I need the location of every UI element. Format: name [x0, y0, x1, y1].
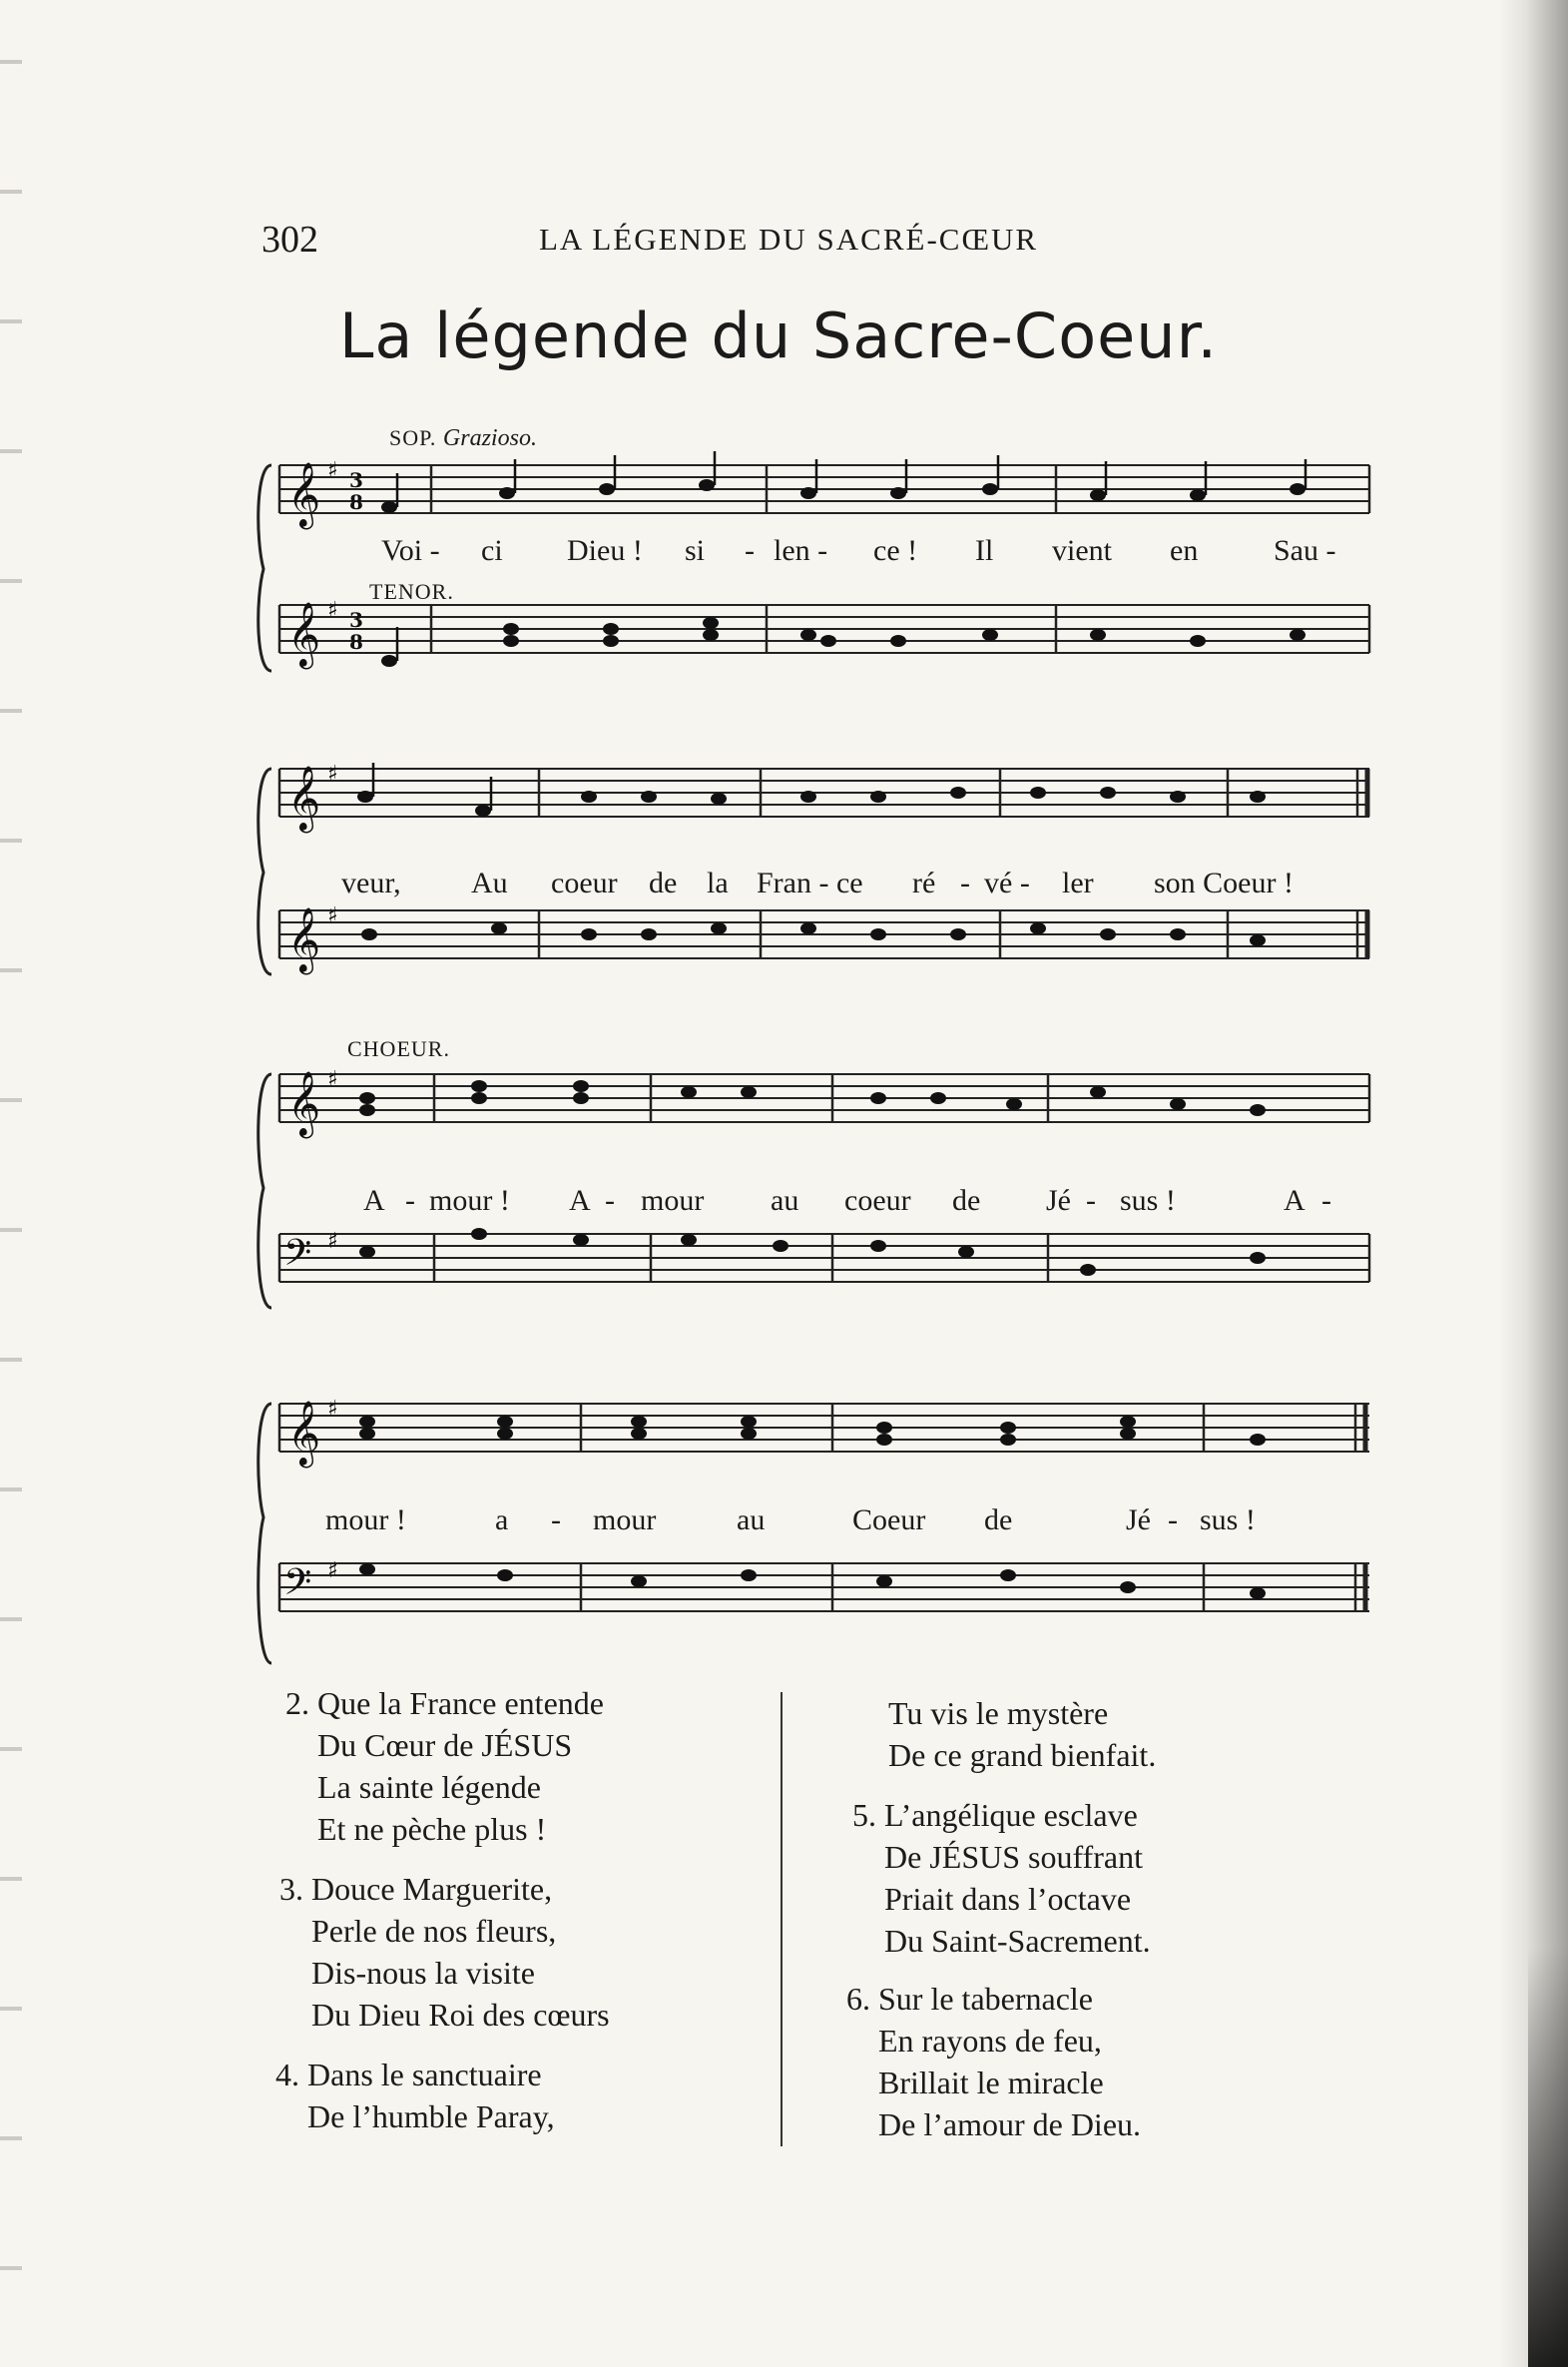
- verse-line: Sur le tabernacle: [878, 1981, 1093, 2017]
- lyric-syllable: Au: [471, 867, 508, 899]
- svg-text:♯: ♯: [327, 457, 338, 483]
- lyric-syllable: A: [569, 1184, 591, 1217]
- lyric-syllable: coeur: [844, 1184, 911, 1217]
- lower-staff: [279, 597, 1369, 669]
- verse-line: Dis-nous la visite: [311, 1955, 535, 1991]
- lyric-syllable: -: [551, 1503, 561, 1536]
- lyric-syllable: -: [405, 1184, 415, 1217]
- verse-text: L’angélique esclave: [884, 1797, 1138, 1833]
- svg-text:𝄞: 𝄞: [287, 766, 321, 831]
- svg-text:𝄞: 𝄞: [287, 1071, 321, 1136]
- verse-line: Du Dieu Roi des cœurs: [311, 1997, 610, 2033]
- svg-text:3: 3: [349, 608, 363, 632]
- lyric-syllable: -: [960, 867, 970, 899]
- lyric-syllable: vient: [1052, 534, 1112, 567]
- lower-staff: [279, 1228, 1369, 1283]
- upper-staff: [279, 1066, 1369, 1138]
- page-number: 302: [261, 219, 318, 261]
- upper-staff: [279, 761, 1369, 833]
- lyric-syllable: mour !: [325, 1503, 406, 1536]
- lyric-syllable: de: [952, 1184, 981, 1217]
- lyric-syllable: a: [495, 1503, 509, 1536]
- stanza-number: 6.: [846, 1981, 870, 2017]
- stanza-2: [285, 1682, 604, 1850]
- stanza-6: [846, 1978, 1142, 2145]
- upper-staff: [279, 1396, 1369, 1468]
- stanza-4-continued: [888, 1692, 1156, 1776]
- verse-line: Douce Marguerite,: [311, 1871, 553, 1907]
- lyric-syllable: len -: [774, 534, 828, 567]
- lyric-syllable: coeur: [551, 867, 618, 899]
- lyric-syllable: vé -: [984, 867, 1030, 899]
- verse-line: Que la France entende: [317, 1685, 604, 1721]
- svg-text:𝄞: 𝄞: [287, 907, 321, 972]
- svg-text:𝄢: 𝄢: [283, 1232, 312, 1283]
- svg-text:𝄞: 𝄞: [287, 1401, 321, 1466]
- svg-text:♯: ♯: [327, 902, 338, 928]
- lyric-syllable: de: [649, 867, 678, 899]
- verse-line: Dans le sanctuaire: [307, 2057, 542, 2092]
- lyric-syllable: -: [605, 1184, 615, 1217]
- svg-text:𝄞: 𝄞: [287, 462, 321, 527]
- verse-line: De ce grand bienfait.: [888, 1737, 1157, 1773]
- verse-line: Tu vis le mystère: [888, 1695, 1109, 1731]
- lyric-syllable: A: [363, 1184, 385, 1217]
- stanza-number: 3.: [279, 1871, 303, 1907]
- verse-line: Du Cœur de JÉSUS: [317, 1727, 573, 1763]
- running-head: [261, 218, 1090, 268]
- lyric-syllable: -: [1086, 1184, 1096, 1217]
- lyric-syllable: Fran - ce: [757, 867, 863, 899]
- verse-line: [884, 1794, 1151, 1836]
- svg-text:♯: ♯: [327, 1066, 338, 1092]
- verse-line: Brillait le miracle: [878, 2065, 1104, 2100]
- lyric-syllable: Jé: [1126, 1503, 1151, 1536]
- svg-text:♯: ♯: [327, 597, 338, 623]
- svg-text:8: 8: [349, 630, 363, 654]
- svg-text:♯: ♯: [327, 761, 338, 787]
- lyric-syllable: en: [1170, 534, 1199, 567]
- lyric-syllable: veur,: [341, 867, 401, 899]
- lyric-syllable: Sau -: [1274, 534, 1336, 567]
- lyric-syllable: mour: [593, 1503, 657, 1536]
- svg-text:3: 3: [349, 468, 363, 492]
- lyric-syllable: -: [745, 534, 755, 567]
- stanza-4: [275, 2054, 555, 2137]
- svg-text:♯: ♯: [327, 1228, 338, 1254]
- verse-line: Priait dans l’octave: [884, 1881, 1132, 1917]
- soprano-label: SOP. Grazioso.: [389, 425, 537, 451]
- lyric-syllable: -: [1321, 1184, 1331, 1217]
- page-edge-left: [0, 0, 22, 2367]
- stanza-number: 4.: [275, 2057, 299, 2092]
- lyric-syllable: la: [707, 867, 729, 899]
- verse-line: De JÉSUS souffrant: [884, 1839, 1143, 1875]
- verse-line: De l’humble Paray,: [307, 2098, 555, 2134]
- stanza-3: [279, 1868, 610, 2036]
- page-shadow: [1528, 1948, 1568, 2367]
- svg-text:𝄞: 𝄞: [287, 602, 321, 667]
- music-system-4: [250, 1368, 1372, 1667]
- song-title: La légende du Sacre-Coeur.: [338, 299, 1219, 372]
- lyric-syllable: Dieu !: [567, 534, 643, 567]
- verse-line: La sainte légende: [317, 1769, 541, 1805]
- verses: [250, 1682, 1248, 2151]
- svg-text:𝄢: 𝄢: [283, 1561, 312, 1612]
- lyric-syllable: si: [685, 534, 706, 567]
- running-title: LA LÉGENDE DU SACRÉ-CŒUR: [539, 222, 1039, 257]
- lyric-syllable: son Coeur !: [1154, 867, 1294, 899]
- verse-line: De l’amour de Dieu.: [878, 2106, 1142, 2142]
- lyric-syllable: Coeur: [852, 1503, 926, 1536]
- svg-text:♯: ♯: [327, 1557, 338, 1583]
- verse-line: Du Saint-Sacrement.: [884, 1923, 1151, 1959]
- lyric-syllable: A: [1284, 1184, 1306, 1217]
- column-divider: [781, 1692, 783, 2146]
- tenor-label: TENOR.: [369, 579, 454, 604]
- lyric-syllable: de: [984, 1503, 1013, 1536]
- music-system-1: [250, 425, 1372, 709]
- verse-line: Perle de nos fleurs,: [311, 1913, 557, 1949]
- lyrics-line-3: [250, 1184, 1372, 1228]
- svg-text:8: 8: [349, 490, 363, 514]
- lyric-syllable: au: [737, 1503, 766, 1536]
- lyric-syllable: ce !: [873, 534, 918, 567]
- lower-staff: [279, 1557, 1369, 1612]
- stanza-number: 5.: [852, 1797, 876, 1833]
- page-edge-right: [1498, 0, 1568, 2367]
- lower-staff: [279, 902, 1369, 974]
- music-system-2: [250, 739, 1372, 1018]
- lyric-syllable: mour: [641, 1184, 705, 1217]
- lyrics-line-4: [250, 1503, 1372, 1547]
- verse-line: En rayons de feu,: [878, 2023, 1102, 2059]
- lyrics-line-2: [250, 867, 1372, 910]
- upper-staff: [279, 451, 1369, 529]
- lyric-syllable: Il: [975, 534, 994, 567]
- lyric-syllable: Jé: [1046, 1184, 1071, 1217]
- lyric-syllable: sus !: [1200, 1503, 1256, 1536]
- chorus-label: CHOEUR.: [347, 1036, 450, 1061]
- lyric-syllable: ré: [912, 867, 936, 899]
- stanza-5: [852, 1794, 1151, 1962]
- lyric-syllable: mour !: [429, 1184, 510, 1217]
- lyric-syllable: au: [771, 1184, 799, 1217]
- lyric-syllable: sus !: [1120, 1184, 1176, 1217]
- lyric-syllable: -: [1168, 1503, 1178, 1536]
- lyric-syllable: Voi -: [381, 534, 440, 567]
- lyric-syllable: ci: [481, 534, 503, 567]
- lyric-syllable: ler: [1062, 867, 1094, 899]
- stanza-number: 2.: [285, 1685, 309, 1721]
- lyrics-line-1: [250, 534, 1372, 578]
- svg-text:♯: ♯: [327, 1396, 338, 1422]
- verse-line: Et ne pèche plus !: [317, 1811, 547, 1847]
- music-system-3: [250, 1038, 1372, 1338]
